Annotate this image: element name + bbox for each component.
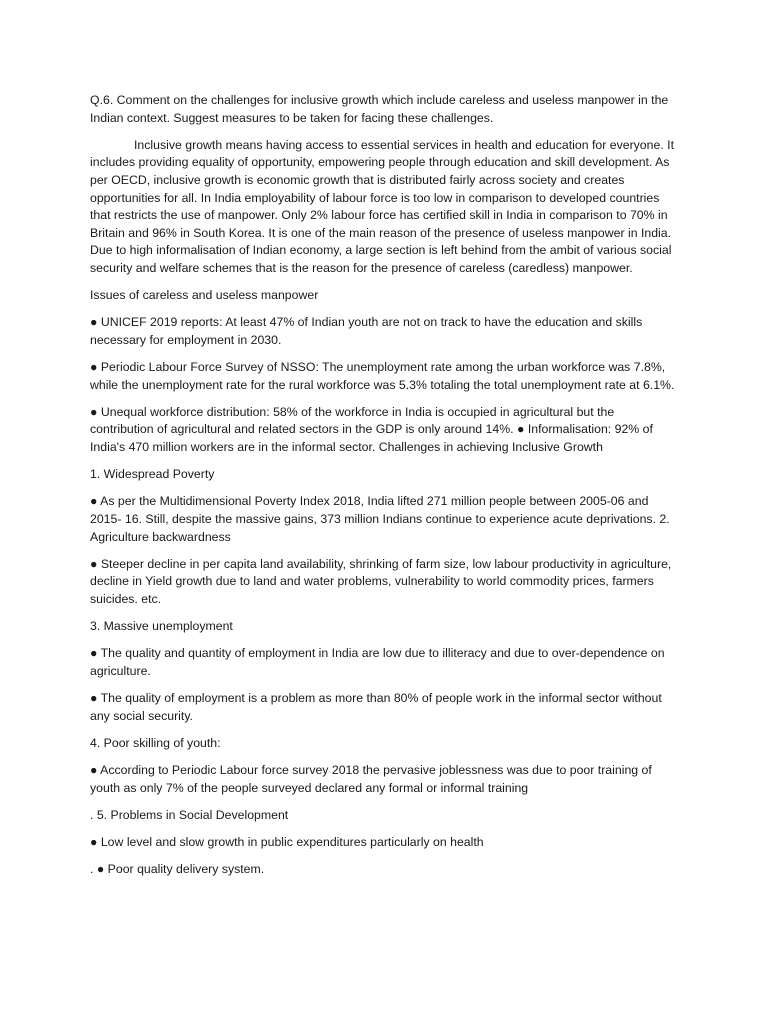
- intro-paragraph: Inclusive growth means having access to essential services in health and education for everyone. It includes providing equality of opportunity, empowering people through education and skill development. As per OECD, inclusive growth is economic growth that is distributed fairly across society and creates opportunities for all. In India employability of labour force is too low in comparison to developed countries that restricts the use of manpower. Only 2% labour force has certified skill in India in comparison to 70% in Britain and 96% in South Korea. It is one of the main reason of the presence of useless manpower in India. Due to high informalisation of Indian economy, a large section is left behind from the ambit of various social security and welfare schemes that is the reason for the presence of careless (caredless) manpower.: [90, 137, 674, 275]
- document-body: [90, 92, 680, 888]
- challenge-2-text: ● Steeper decline in per capita land availability, shrinking of farm size, low labour productivity in agriculture, decline in Yield growth due to land and water problems, vulnerability to world commodity prices, farmers suicides. etc.: [90, 556, 672, 606]
- issue-workforce: ● Unequal workforce distribution: 58% of the workforce in India is occupied in agricultural but the contribution of agricultural and related sectors in the GDP is only around 14%. ● Informalisation: 92% of India's 470 million workers are in the informal sector. Challenges in achieving Inclusive Growth: [90, 404, 653, 455]
- challenge-5-text-b: . ● Poor quality delivery system.: [90, 862, 265, 877]
- challenge-5-text-a: ● Low level and slow growth in public expenditures particularly on health: [90, 835, 484, 850]
- challenge-3-heading: 3. Massive unemployment: [90, 619, 233, 634]
- challenge-4-heading: 4. Poor skilling of youth:: [90, 735, 221, 750]
- issue-plfs: ● Periodic Labour Force Survey of NSSO: The unemployment rate among the urban workforce was 7.8%, while the unemployment rate for the rural workforce was 5.3% totaling the total unemployment rate at 6.1%.: [90, 360, 675, 392]
- question-text: Q.6. Comment on the challenges for inclusive growth which include careless and useless manpower in the Indian context. Suggest measures to be taken for facing these challenges.: [90, 93, 669, 125]
- challenge-4-text: ● According to Periodic Labour force survey 2018 the pervasive joblessness was due to poor training of youth as only 7% of the people surveyed declared any formal or informal training: [90, 763, 652, 795]
- challenge-1-text: ● As per the Multidimensional Poverty Index 2018, India lifted 271 million people between 2005-06 and 2015- 16. Still, despite the massive gains, 373 million Indians continue to experience acute deprivations. 2. Agriculture backwardness: [90, 494, 670, 544]
- challenge-3-text-b: ● The quality of employment is a problem as more than 80% of people work in the informal sector without any social security.: [90, 691, 662, 723]
- issues-heading: Issues of careless and useless manpower: [90, 288, 319, 303]
- issue-unicef: ● UNICEF 2019 reports: At least 47% of Indian youth are not on track to have the education and skills necessary for employment in 2030.: [90, 315, 643, 347]
- challenge-5-heading: . 5. Problems in Social Development: [90, 807, 289, 822]
- challenge-3-text-a: ● The quality and quantity of employment in India are low due to illiteracy and due to over-dependence on agriculture.: [90, 646, 665, 678]
- challenge-1-heading: 1. Widespread Poverty: [90, 467, 215, 482]
